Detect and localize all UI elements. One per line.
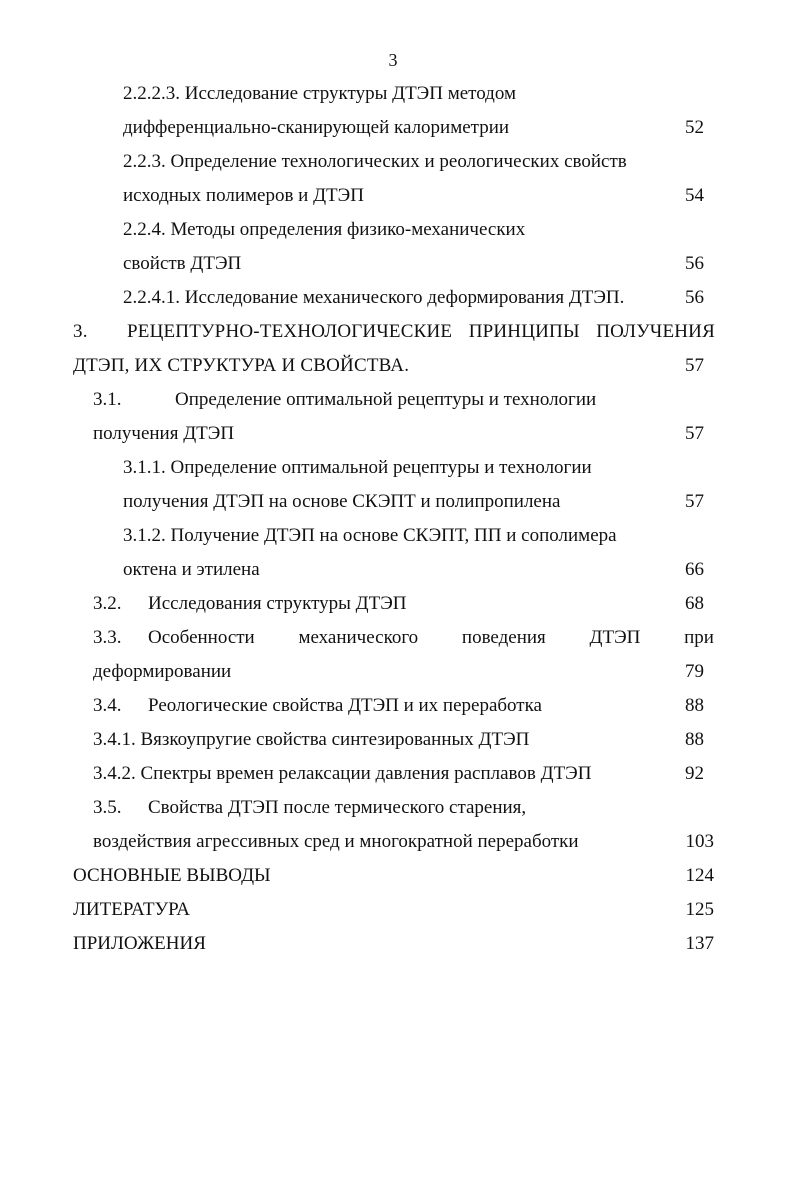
toc-entry-3-1-1-line1: 3.1.1. Определение оптимальной рецептуры и технологии — [123, 457, 592, 478]
toc-entry-2-2-3-line2: исходных полимеров и ДТЭП — [123, 185, 364, 206]
toc-entry-3-3-word: механического — [298, 627, 419, 648]
toc-entry-3-line1 — [127, 317, 715, 347]
toc-number-3-3: 3.3. — [93, 627, 122, 648]
toc-page-3-3: 79 — [685, 661, 704, 682]
toc-number-3: 3. — [73, 321, 88, 342]
toc-page-2-2-4-1: 56 — [685, 287, 704, 308]
toc-page-3-4-1: 88 — [685, 729, 704, 750]
toc-entry-appendices: ПРИЛОЖЕНИЯ — [73, 933, 206, 954]
toc-entry-3-1-1-line2: получения ДТЭП на основе СКЭПТ и полипропилена — [123, 491, 561, 512]
toc-page-3-4-2: 92 — [685, 763, 704, 784]
toc-number-3-4: 3.4. — [93, 695, 122, 716]
toc-entry-3-1-2-line2: октена и этилена — [123, 559, 260, 580]
toc-page-3-1-2: 66 — [685, 559, 704, 580]
toc-entry-3-word: ПОЛУЧЕНИЯ — [596, 321, 715, 342]
toc-number-3-2: 3.2. — [93, 593, 122, 614]
toc-entry-3-1-line1: Определение оптимальной рецептуры и технологии — [175, 389, 597, 410]
toc-entry-3-3-word: поведения — [461, 627, 546, 648]
toc-page-3: 57 — [685, 355, 704, 376]
toc-entry-3-1-2-line1: 3.1.2. Получение ДТЭП на основе СКЭПТ, ПП и сополимера — [123, 525, 617, 546]
toc-page-3-5: 103 — [685, 831, 714, 852]
toc-entry-references: ЛИТЕРАТУРА — [73, 899, 190, 920]
toc-entry-3-5-line2: воздействия агрессивных сред и многократной переработки — [93, 831, 579, 852]
toc-page-appendices: 137 — [685, 933, 714, 954]
toc-number-3-1: 3.1. — [93, 389, 122, 410]
toc-entry-3-word: РЕЦЕПТУРНО-ТЕХНОЛОГИЧЕСКИЕ — [127, 321, 453, 342]
toc-page-2-2-4: 56 — [685, 253, 704, 274]
toc-entry-conclusions: ОСНОВНЫЕ ВЫВОДЫ — [73, 865, 271, 886]
toc-page-references: 125 — [685, 899, 714, 920]
toc-page-2-2-2-3: 52 — [685, 117, 704, 138]
toc-entry-2-2-2-3-line2: дифференциально-сканирующей калориметрии — [123, 117, 510, 138]
toc-page-3-4: 88 — [685, 695, 704, 716]
toc-page-conclusions: 124 — [685, 865, 714, 886]
toc-entry-3-word: ПРИНЦИПЫ — [468, 321, 580, 342]
toc-entry-3-3-line1 — [148, 623, 714, 653]
toc-number-3-5: 3.5. — [93, 797, 122, 818]
toc-entry-3-line2: ДТЭП, ИХ СТРУКТУРА И СВОЙСТВА. — [73, 355, 410, 376]
toc-page-3-2: 68 — [685, 593, 704, 614]
toc-entry-2-2-4-1: 2.2.4.1. Исследование механического деформирования ДТЭП. — [123, 287, 625, 308]
toc-entry-3-3-line2: деформировании — [93, 661, 232, 682]
toc-entry-3-3-word: при — [684, 627, 714, 648]
toc-entry-2-2-4-line1: 2.2.4. Методы определения физико-механических — [123, 219, 526, 240]
toc-entry-3-2: Исследования структуры ДТЭП — [148, 593, 407, 614]
toc-entry-3-3-word: ДТЭП — [589, 627, 641, 648]
toc-page-3-1: 57 — [685, 423, 704, 444]
toc-entry-2-2-3-line1: 2.2.3. Определение технологических и реологических свойств — [123, 151, 627, 172]
toc-entry-3-3-word: Особенности — [148, 627, 255, 648]
page-number: 3 — [388, 50, 398, 70]
toc-page-3-1-1: 57 — [685, 491, 704, 512]
toc-entry-2-2-2-3-line1: 2.2.2.3. Исследование структуры ДТЭП методом — [123, 83, 516, 104]
toc-entry-3-1-line2: получения ДТЭП — [93, 423, 235, 444]
toc-entry-3-4-2: 3.4.2. Спектры времен релаксации давления расплавов ДТЭП — [93, 763, 592, 784]
toc-entry-3-5-line1: Свойства ДТЭП после термического старения, — [148, 797, 527, 818]
toc-entry-3-4-1: 3.4.1. Вязкоупругие свойства синтезированных ДТЭП — [93, 729, 530, 750]
toc-entry-3-4: Реологические свойства ДТЭП и их переработка — [148, 695, 542, 716]
toc-page-2-2-3: 54 — [685, 185, 704, 206]
toc-entry-2-2-4-line2: свойств ДТЭП — [123, 253, 242, 274]
